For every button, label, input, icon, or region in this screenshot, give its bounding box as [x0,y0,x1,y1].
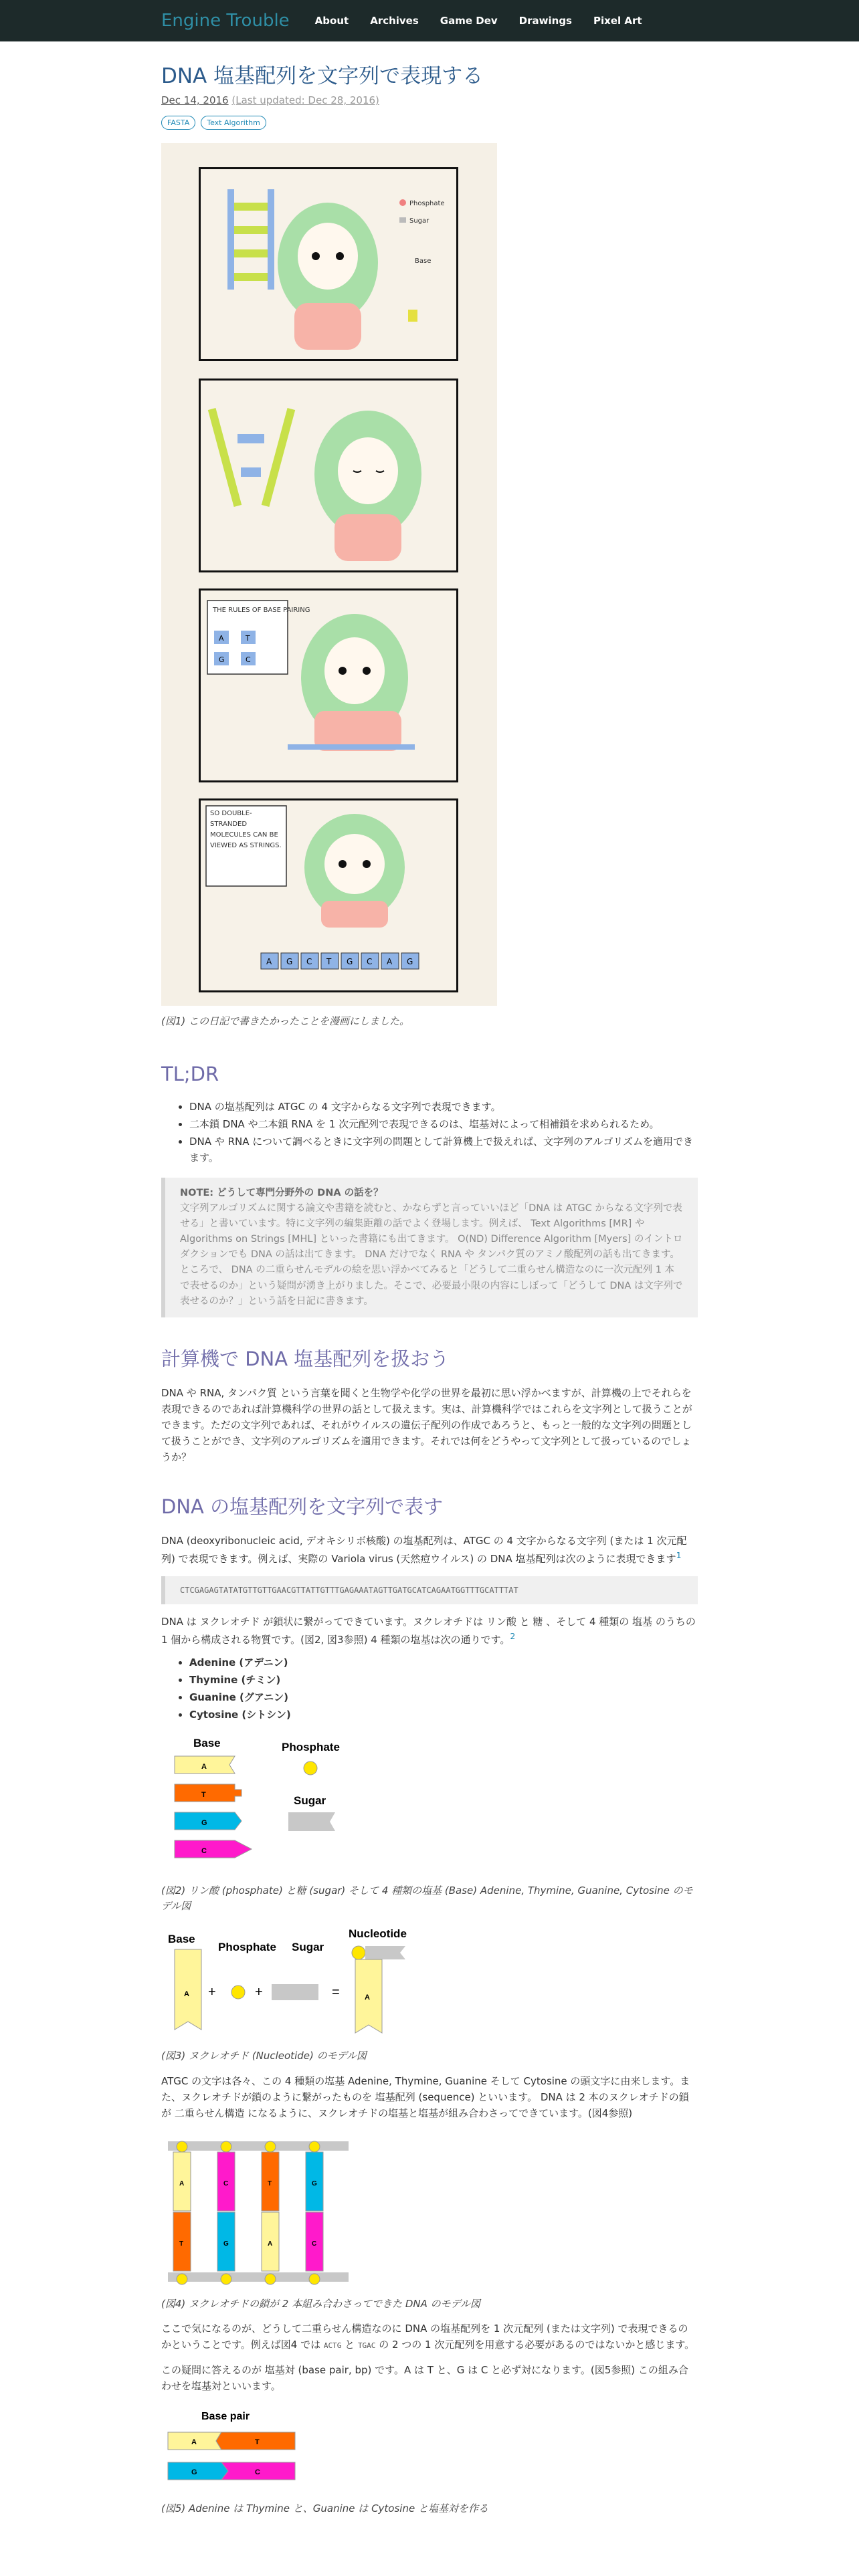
fig2-base-label: Base [193,1737,221,1749]
list-item: • 二本鎖 DNA や二本鎖 RNA を 1 次元配列で表現できるのは、塩基対によって相補鎖を求められるため。 [189,1116,698,1132]
phosphate-circle [265,2141,276,2152]
panel-3-drawing [201,591,456,780]
phosphate-label: Phosphate [409,200,445,207]
note-title: NOTE: どうして専門分野外の DNA の話を？ [180,1187,383,1198]
base-letter: G [312,2179,317,2187]
fig2-letter-t: T [201,1791,206,1799]
sequence-letter: T [326,957,332,966]
base-letter: G [223,2240,229,2248]
panel-3-speech: THE RULES OF BASE PAIRING [213,607,310,614]
unzipping-dna-illustration [208,408,295,507]
fig2-drawing [161,1731,362,1878]
phosphate-circle [221,2141,231,2152]
fig5-drawing [161,2402,308,2496]
nav-pixel-art[interactable]: Pixel Art [593,15,642,27]
comic-panel-1 [199,167,458,361]
fig3-nucleotide-letter: A [365,1994,370,2002]
sequence-letter: G [407,957,413,966]
nav-archives[interactable]: Archives [370,15,419,27]
base-letter: A [179,2179,185,2187]
phosphate-circle [177,2141,187,2152]
phosphate-circle [177,2274,187,2284]
fig2-letter-c: C [201,1847,207,1855]
sequence-letter: G [286,957,293,966]
fig5-letter-t: T [255,2438,260,2446]
comic-panel-2 [199,379,458,572]
seq-tgac: TGAC [357,2341,376,2350]
sequence-letter: A [387,957,393,966]
base-letter: A [268,2240,273,2248]
base-letter: C [223,2179,229,2187]
fig3-nucleotide-label: Nucleotide [349,1927,407,1940]
fig2-letter-a: A [201,1763,207,1771]
phosphate-circle [309,2141,320,2152]
list-item: • DNA の塩基配列は ATGC の 4 文字からなる文字列で表現できます。 [189,1099,698,1115]
section-string-paragraph: DNA (deoxyribonucleic acid, デオキシリボ核酸) の塩基配列は、ATGC の 4 文字からなる文字列 (または 1 次元配列) で表現できます。例えば、実際の Variola virus (天然痘ウイルス) の DNA 塩基配列は次のように表現できます$^1$ [161,1535,687,1565]
note-text: 文字列アルゴリズムに関する論文や書籍を読むと、かならずと言っていいほど「DNA は ATGC からなる文字列で表せる」と書いています。特に文字列の編集距離の話でよく登場します。例えば、 Text Algorithms [MR] や Algorithms on Strings [MHL] といった書籍にも出てきます。 O(ND) Difference Algorithm [Myers] のイントロダクションでも DNA の話は出てきます。 DNA だけでなく RNA や タンパク質のアミノ酸配列の話も出てきます。ところで、 DNA の二重らせんモデルの絵を思い浮かべてみると「どうして二重らせん構造なのに一次元配列 1 本 で表せるのか」という疑問が湧き上がりました。そこで、必要最小限の内容にしぼって「どうして DNA は文字列で表せるのか？」という話を日記に書きます。 [180,1202,683,1307]
fig3-caption: (図3) ヌクレオチド (Nucleotide) のモデル図 [161,2050,367,2062]
fig4-caption: (図4) ヌクレオチドの鎖が 2 本組み合わさってできた DNA のモデル図 [161,2297,480,2310]
page-title: DNA 塩基配列を文字列で表現する [161,64,484,88]
dna-ladder-illustration [227,189,274,290]
base-letter: C [312,2240,317,2248]
note-box [161,1178,698,1318]
tag-fasta[interactable]: FASTA [161,116,195,130]
dna-sequence-code: CTCGAGAGTATATGTTGTTGAACGTTATTGTTTGAGAAATAGTTGATGCATCAGAATGGTTTGCATTTAT [161,1576,698,1604]
comic-strip [161,143,497,1006]
fig3-model [161,1923,429,2043]
fig3-drawing [161,1923,429,2043]
fig2-phosphate-label: Phosphate [282,1741,340,1753]
phosphate-circle [265,2274,276,2284]
fig3-plus-1: + [208,1985,216,2000]
fig4-drawing [161,2137,362,2291]
post-content [161,41,698,2516]
pair-label-g: G [219,655,225,664]
fig4-dna-model [161,2137,362,2291]
sequence-letter: G [347,957,353,966]
fig2-caption: (図2) リン酸 (phosphate) と糖 (sugar) そして 4 種類の塩基 (Base) Adenine, Thymine, Guanine, Cytosine のモデル図 [161,1885,693,1912]
phosphate-circle [221,2274,231,2284]
phosphate-circle [309,2274,320,2284]
base-label: Base [415,257,432,265]
nav-game-dev[interactable]: Game Dev [440,15,498,27]
list-item: • DNA や RNA について調べるときに文字列の問題として計算機上で扱えれば、文字列のアルゴリズムを適用できます。 [189,1134,698,1166]
published-date[interactable]: Dec 14, 2016 [161,94,229,106]
base-letter: T [268,2179,272,2187]
section-heading-compute: 計算機で DNA 塩基配列を扱おう [161,1348,450,1370]
fig3-sugar-label: Sugar [292,1941,324,1953]
sequence-letter: A [266,957,272,966]
nav-drawings[interactable]: Drawings [518,15,572,27]
nav-about[interactable]: About [314,15,349,27]
fig5-base-pair [161,2402,308,2496]
panel-4-speech: SO DOUBLE-STRANDED MOLECULES CAN BE VIEWED AS STRINGS. [210,810,282,849]
fig2-sugar-label: Sugar [294,1794,326,1807]
tag-text-algorithm[interactable]: Text Algorithm [201,116,266,130]
site-brand[interactable]: Engine Trouble [161,11,290,31]
girl-illustration [278,203,378,350]
list-item: • Adenine (アデニン) [189,1654,698,1671]
tag-list [161,116,698,130]
fig3-base-label: Base [168,1933,195,1945]
comic-panel-4 [199,798,458,992]
sequence-letter: C [306,957,312,966]
fig5-letter-a: A [191,2438,197,2446]
fig2-letter-g: G [201,1819,207,1827]
section-heading-string: DNA の塩基配列を文字列で表す [161,1495,444,1518]
tldr-heading: TL;DR [161,1062,219,1085]
fig1-caption: (図1) この日記で書きたかったことを漫画にしました。 [161,1015,410,1027]
section-compute-paragraph: DNA や RNA, タンパク質 という言葉を聞くと生物学や化学の世界を最初に思い浮かべますが、計算機の上でそれらを表現できるのであれば計算機科学の世界の話として扱えます。実は、計算機科学ではこれらを文字列として扱うことができます。ただの文字列であれば、それがウイルスの遺伝子配列の作成であろうと、もっと一般的な文字列の問題として扱うことができ、文字列のアルゴリズムを適用できます。それでは何をどうやって文字列として扱っているのでしょうか？ [161,1387,692,1463]
sequence-boxes [261,953,419,969]
fig5-letter-g: G [191,2468,197,2476]
fig3-plus-2: + [255,1985,263,2000]
atgc-origin-paragraph: ATGC の文字は各々、この 4 種類の塩基 Adenine, Thymine, Guanine そして Cytosine の頭文字に由来します。また、ヌクレオチドが鎖のように繋がったものを 塩基配列 (sequence) といいます。 DNA は 2 本のヌクレオチドの鎖が 二重らせん構造 になるように、ヌクレオチドの塩基と塩基が組み合わさってできています。(図4参照) [161,2074,690,2119]
fig5-letter-c: C [255,2468,260,2476]
footnote-1-link[interactable]: 1 [676,1550,682,1560]
fig3-phosphate-label: Phosphate [218,1941,276,1953]
tldr-list [189,1099,698,1166]
nucleotide-paragraph: DNA は ヌクレオチド が鎖状に繋がってできています。ヌクレオチドは リン酸 と 糖 、そして 4 種類の 塩基 のうちの 1 個から構成される物質です。(図2, 図3参照) 4 種類の塩基は次の通りです。$^2$ [161,1616,696,1646]
fig3-equals: = [332,1985,340,2000]
list-item: • Thymine (チミン) [189,1672,698,1688]
sugar-label: Sugar [409,217,430,225]
fig3-letter-a: A [184,1990,189,1998]
base-letter: T [179,2240,184,2248]
top-navbar [0,0,859,41]
sequence-letter: C [367,957,373,966]
seq-actg: ACTG [323,2341,342,2350]
fig2-model [161,1731,362,1878]
base-pair-paragraph: この疑問に答えるのが 塩基対 (base pair, bp) です。A は T と、G は C と必ず対になります。(図5参照) この組み合わせを塩基対といいます。 [161,2364,688,2392]
base-list [189,1654,698,1723]
pair-label-t: T [246,634,250,643]
pair-label-a: A [219,634,224,643]
fig5-title: Base pair [201,2411,250,2422]
panel-4-drawing [201,800,456,990]
list-item: • Guanine (グアニン) [189,1689,698,1705]
post-date [161,94,698,106]
comic-panel-3 [199,588,458,782]
pair-label-c: C [246,655,251,664]
question-paragraph: ここで気になるのが、どうして二重らせん構造なのに DNA の塩基配列を 1 次元配列 (または文字列) で表現できるのかということです。例えば図4 では ACTG と TGAC の 2 つの 1 次元配列を用意する必要があるのではないかと感じます。 [161,2323,695,2351]
fig5-caption: (図5) Adenine は Thymine と、Guanine は Cytosine と塩基対を作る [161,2502,488,2514]
list-item: • Cytosine (シトシン) [189,1707,698,1723]
footnote-2-link[interactable]: 2 [510,1631,516,1641]
panel-1-drawing [201,169,456,359]
panel-2-drawing [201,381,456,570]
updated-date[interactable]: (Last updated: Dec 28, 2016) [231,94,379,106]
